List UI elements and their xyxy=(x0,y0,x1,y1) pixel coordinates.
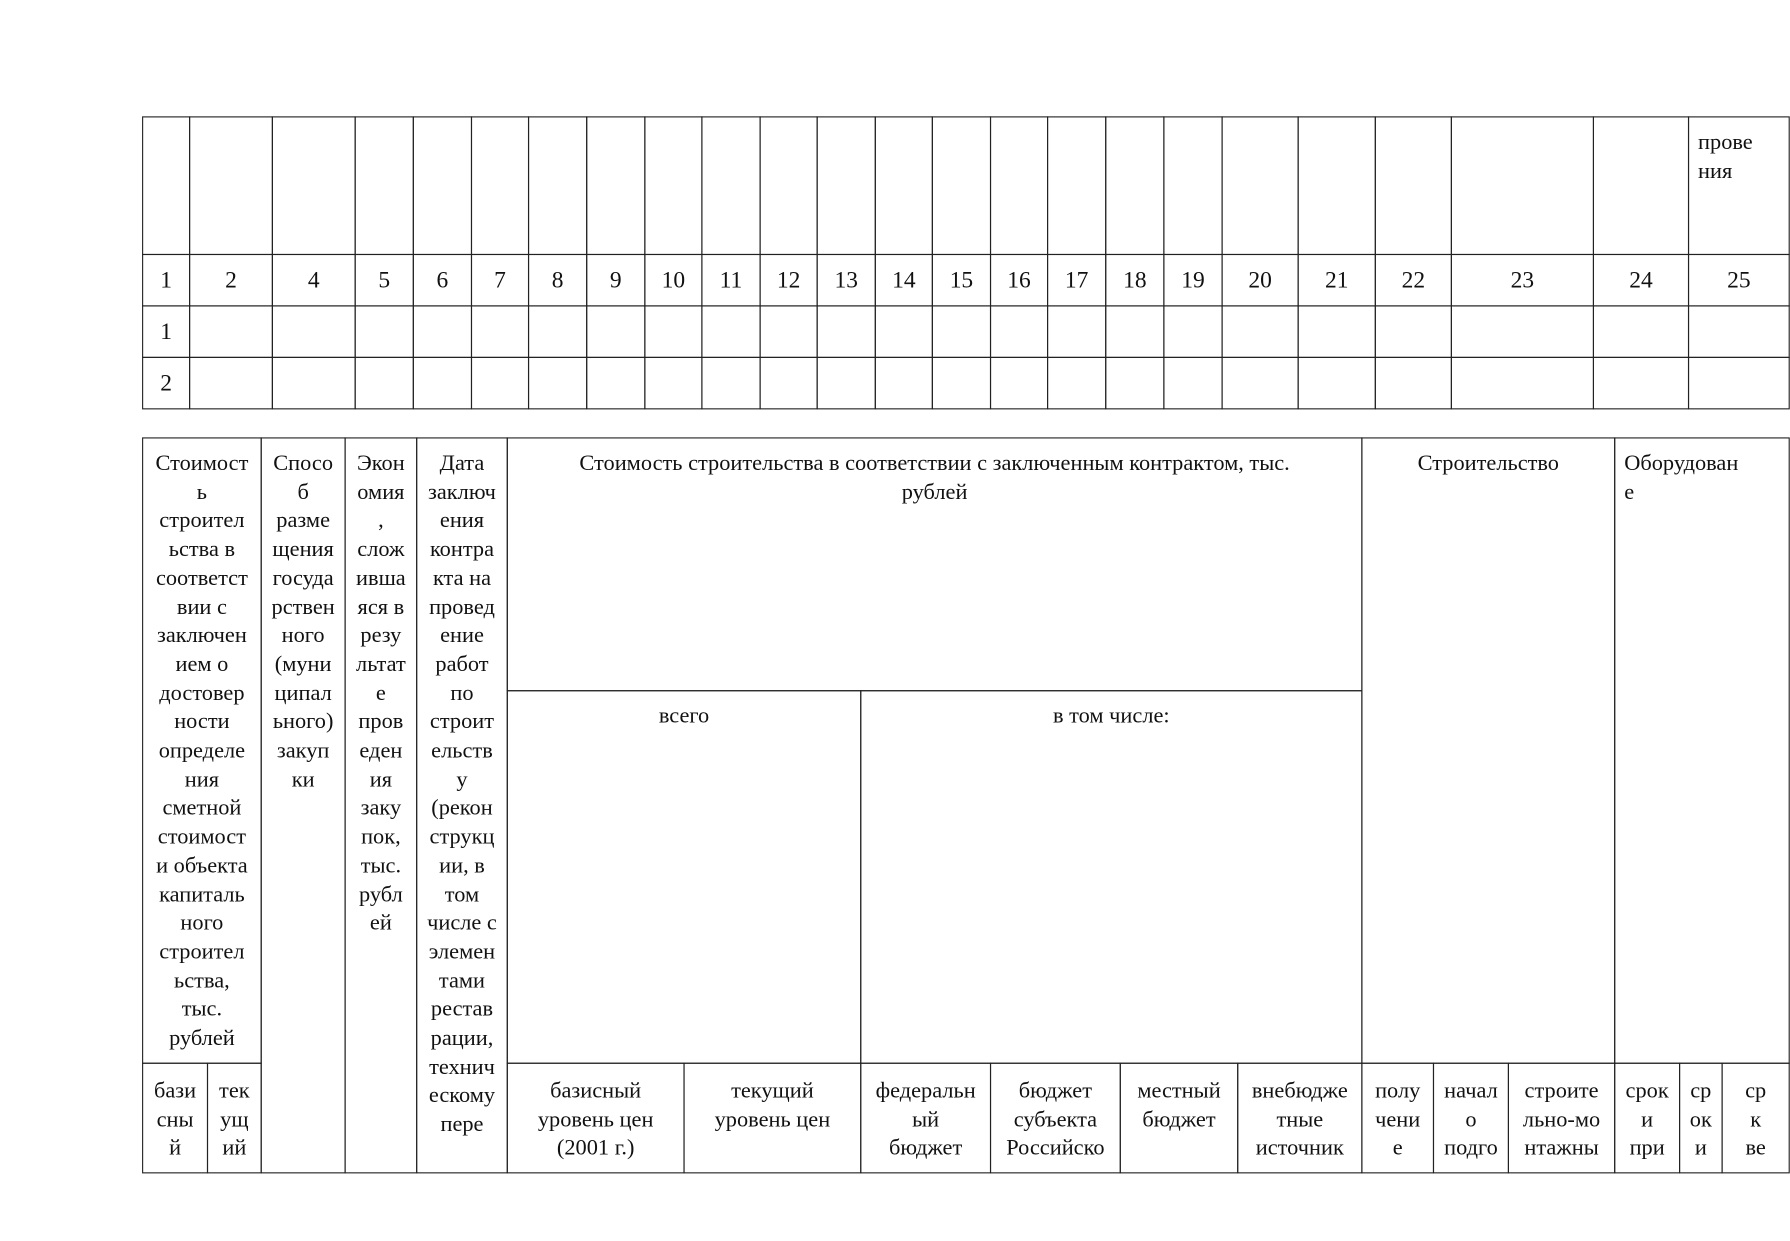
data-cell xyxy=(1688,305,1790,358)
data-cell xyxy=(586,305,645,358)
header-total: всего xyxy=(507,690,862,1064)
data-cell xyxy=(1375,357,1452,410)
column-number-cell: 19 xyxy=(1163,254,1222,307)
column-number-cell: 6 xyxy=(413,254,472,307)
header-cell xyxy=(528,116,587,255)
data-cell xyxy=(189,357,273,410)
data-cell xyxy=(760,357,818,410)
data-cell xyxy=(528,305,587,358)
subheader-sub-receipt: полу чени е xyxy=(1361,1063,1434,1174)
data-cell xyxy=(701,305,760,358)
column-number-cell: 22 xyxy=(1375,254,1452,307)
data-cell xyxy=(586,357,645,410)
data-cell xyxy=(1105,357,1164,410)
header-cell xyxy=(1105,116,1164,255)
header-cell xyxy=(1593,116,1689,255)
data-cell xyxy=(1451,305,1594,358)
data-cell xyxy=(644,305,702,358)
header-cell xyxy=(1375,116,1452,255)
data-cell xyxy=(1688,357,1790,410)
data-cell xyxy=(875,305,933,358)
data-cell xyxy=(1163,305,1222,358)
column-number-cell: 14 xyxy=(875,254,933,307)
data-cell xyxy=(1298,357,1376,410)
data-cell xyxy=(701,357,760,410)
column-number-cell: 25 xyxy=(1688,254,1790,307)
column-number-cell: 24 xyxy=(1593,254,1689,307)
subheader-sub-installation: строите льно-мо нтажны xyxy=(1508,1063,1615,1174)
header-cell: прове ния xyxy=(1688,116,1790,255)
header-cell xyxy=(644,116,702,255)
header-cell xyxy=(1222,116,1299,255)
column-number-cell: 12 xyxy=(760,254,818,307)
header-contract-date: Дата заключ ения контра кта на провед ение работ по строит ельств у (рекон струкц ии, в том числе с элемен тами рестав​ рации, технич ескому пере xyxy=(416,437,508,1173)
header-cell xyxy=(701,116,760,255)
data-cell xyxy=(272,357,356,410)
header-cell xyxy=(586,116,645,255)
subheader-sub-basic-level: базисный уровень цен (2001 г.) xyxy=(507,1063,685,1174)
data-cell xyxy=(932,305,991,358)
data-cell xyxy=(1047,305,1106,358)
subheader-sub-federal: федеральн ый бюджет xyxy=(860,1063,991,1174)
subheader-sub-eq1: срок и при xyxy=(1614,1063,1680,1174)
data-cell xyxy=(1298,305,1376,358)
header-cost-estimate: Стоимост ь строител ьства в соответст вии с заключен ием о достовер ности определе ния сметной стоимост и объекта капиталь ного строител ьства, тыс. рублей xyxy=(142,437,262,1063)
header-cell xyxy=(1163,116,1222,255)
header-cell xyxy=(471,116,529,255)
data-cell xyxy=(272,305,356,358)
column-number-cell: 4 xyxy=(272,254,356,307)
data-cell xyxy=(355,305,414,358)
column-number-cell: 1 xyxy=(142,254,190,307)
header-including: в том числе: xyxy=(860,690,1362,1064)
data-cell xyxy=(355,357,414,410)
data-cell xyxy=(1163,357,1222,410)
header-cell xyxy=(875,116,933,255)
data-cell xyxy=(990,357,1048,410)
data-cell xyxy=(189,305,273,358)
data-cell xyxy=(413,305,472,358)
header-cell xyxy=(932,116,991,255)
data-cell xyxy=(1593,305,1689,358)
column-number-cell: 16 xyxy=(990,254,1048,307)
header-cell xyxy=(760,116,818,255)
column-number-cell: 9 xyxy=(586,254,645,307)
header-cell xyxy=(1047,116,1106,255)
row-number-cell: 1 xyxy=(142,305,190,358)
subheader-sub-eq2: ср ок и xyxy=(1679,1063,1723,1174)
data-cell xyxy=(1451,357,1594,410)
subheader-sub-extrabudget: внебюдже тные источник xyxy=(1237,1063,1362,1174)
column-number-cell: 20 xyxy=(1222,254,1299,307)
column-number-cell: 2 xyxy=(189,254,273,307)
column-number-cell: 13 xyxy=(817,254,876,307)
column-number-cell: 7 xyxy=(471,254,529,307)
column-number-cell: 18 xyxy=(1105,254,1164,307)
data-cell xyxy=(528,357,587,410)
header-cell xyxy=(355,116,414,255)
data-cell xyxy=(1047,357,1106,410)
data-cell xyxy=(1222,305,1299,358)
column-number-cell: 10 xyxy=(644,254,702,307)
subheader-sub-local: местный бюджет xyxy=(1120,1063,1239,1174)
header-contract-cost: Стоимость строительства в соответствии с заключенным контрактом, тыс. рублей xyxy=(507,437,1363,691)
header-cell xyxy=(817,116,876,255)
subheader-cost-current: тек ущ ий xyxy=(207,1063,262,1174)
header-savings: Экон омия , слож ивша яся в резу льтат е пров еден ия заку пок, тыс. рубл ей xyxy=(345,437,418,1173)
data-cell xyxy=(817,305,876,358)
header-cell xyxy=(990,116,1048,255)
header-equipment: Оборудован е xyxy=(1614,437,1790,1063)
column-number-cell: 21 xyxy=(1298,254,1376,307)
column-number-cell: 15 xyxy=(932,254,991,307)
header-cell xyxy=(413,116,472,255)
column-number-cell: 17 xyxy=(1047,254,1106,307)
data-cell xyxy=(471,357,529,410)
data-cell xyxy=(990,305,1048,358)
data-cell xyxy=(644,357,702,410)
subheader-sub-start: начал о подго xyxy=(1433,1063,1509,1174)
data-cell xyxy=(932,357,991,410)
header-procurement-method: Спосо б разме щения госуда рствен ного (муни ципал ьного) закуп ки xyxy=(261,437,346,1173)
subheader-sub-subject: бюджет субъекта Российско xyxy=(990,1063,1121,1174)
subheader-sub-current-level: текущий уровень цен xyxy=(683,1063,861,1174)
row-number-cell: 2 xyxy=(142,357,190,410)
data-cell xyxy=(413,357,472,410)
header-construction: Строительство xyxy=(1361,437,1615,1063)
data-cell xyxy=(760,305,818,358)
header-cell xyxy=(1451,116,1594,255)
subheader-sub-eq3: ср к ве xyxy=(1722,1063,1790,1174)
data-cell xyxy=(875,357,933,410)
data-cell xyxy=(1375,305,1452,358)
subheader-cost-basic: бази сны й xyxy=(142,1063,208,1174)
data-cell xyxy=(471,305,529,358)
data-cell xyxy=(1593,357,1689,410)
data-cell xyxy=(1105,305,1164,358)
column-number-cell: 5 xyxy=(355,254,414,307)
column-number-cell: 23 xyxy=(1451,254,1594,307)
column-number-cell: 11 xyxy=(701,254,760,307)
column-number-cell: 8 xyxy=(528,254,587,307)
header-cell xyxy=(142,116,190,255)
header-cell xyxy=(189,116,273,255)
header-cell xyxy=(272,116,356,255)
header-cell xyxy=(1298,116,1376,255)
data-cell xyxy=(1222,357,1299,410)
data-cell xyxy=(817,357,876,410)
